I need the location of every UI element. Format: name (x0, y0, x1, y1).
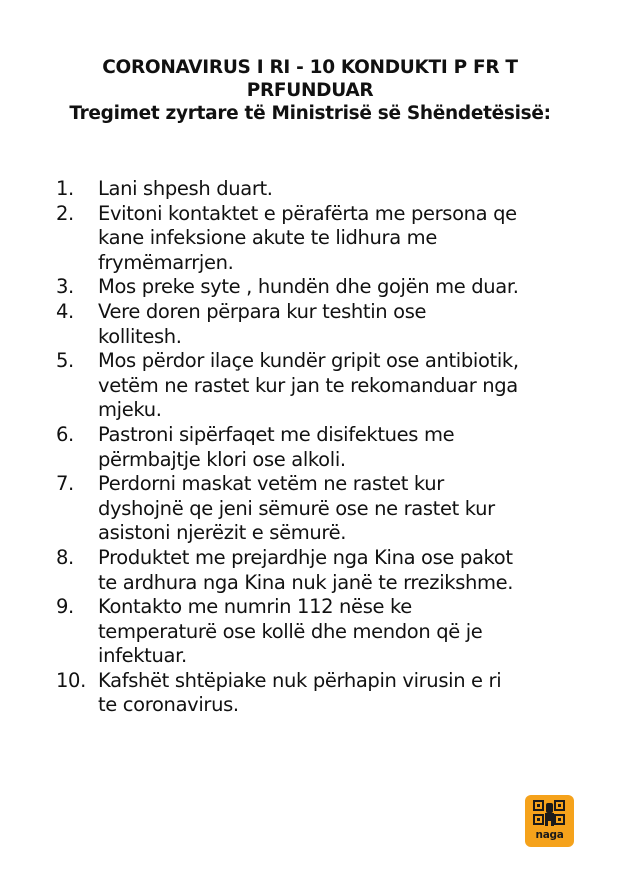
item-text (98, 202, 576, 276)
item-number: 4. (56, 299, 74, 323)
item-text-line: Lani shpesh duart. (98, 177, 273, 200)
item-text-line: Pastroni sipërfaqet me disifektues me (98, 422, 455, 446)
list-item (56, 595, 576, 669)
item-text-line: përmbajtje klori ose alkoli. (98, 447, 346, 471)
item-text-line: Vere doren përpara kur teshtin ose (98, 299, 427, 323)
item-text-line: kollitesh. (98, 324, 182, 348)
item-text-line: frymëmarrjen. (98, 250, 234, 274)
title-line-2: PRFUNDUAR (246, 80, 374, 101)
item-text-line: asistoni njerëzit e sëmurë. (98, 521, 347, 545)
item-text-line: infektuar. (98, 644, 187, 668)
item-number: 10. (56, 668, 86, 692)
item-number: 9. (56, 595, 74, 619)
item-number: 6. (56, 422, 74, 446)
list-item (56, 300, 576, 349)
item-text (98, 300, 576, 349)
item-text-line: Evitoni kontaktet e përafërta me persona qe (98, 201, 517, 225)
document-header (0, 56, 620, 125)
item-text (98, 546, 576, 595)
item-text-line: Kontakto me numrin 112 nëse ke (98, 595, 412, 619)
title-line-1: CORONAVIRUS I RI - 10 KONDUKTI P FR T (102, 57, 518, 78)
item-text-line: Mos përdor ilaçe kundër gripit ose antibiotik, (98, 349, 519, 373)
subtitle: Tregimet zyrtare të Ministrisë së Shëndetësisë: (69, 103, 551, 124)
item-text-line: Kafshët shtëpiake nuk përhapin virusin e ri (98, 668, 502, 692)
item-number: 3. (56, 275, 74, 299)
item-text-line: Perdorni maskat vetëm ne rastet kur (98, 472, 444, 496)
item-number: 5. (56, 349, 74, 373)
item-text (98, 423, 576, 472)
logo-text: naga (535, 829, 564, 841)
list-item (56, 177, 576, 202)
guidelines-list (56, 177, 576, 718)
item-text (98, 595, 576, 669)
item-text-line: te coronavirus. (98, 693, 239, 717)
item-number: 1. (56, 177, 74, 200)
item-text (98, 177, 576, 202)
list-item (56, 349, 576, 423)
list-item (56, 669, 576, 718)
list-item (56, 423, 576, 472)
item-text-line: Produktet me prejardhje nga Kina ose pakot (98, 545, 513, 569)
list-item (56, 275, 576, 300)
item-text (98, 275, 576, 300)
item-text (98, 349, 576, 423)
qr-mascot-icon (525, 795, 574, 831)
item-text-line: te ardhura nga Kina nuk janë te rrezikshme. (98, 570, 514, 594)
list-item (56, 202, 576, 276)
item-text-line: vetëm ne rastet kur jan te rekomanduar nga (98, 373, 518, 397)
item-text-line: dyshojnë qe jeni sëmurë ose ne rastet kur (98, 496, 495, 520)
item-text-line: temperaturë ose kollë dhe mendon që je (98, 619, 483, 643)
item-number: 8. (56, 545, 74, 569)
item-text (98, 472, 576, 546)
item-text-line: mjeku. (98, 398, 162, 422)
list-item (56, 546, 576, 595)
item-number: 7. (56, 472, 74, 496)
naga-logo (525, 795, 574, 847)
item-text (98, 669, 576, 718)
item-number: 2. (56, 201, 74, 225)
item-text-line: Mos preke syte , hundën dhe gojën me duar. (98, 275, 519, 299)
item-text-line: kane infeksione akute te lidhura me (98, 226, 437, 250)
list-item (56, 472, 576, 546)
